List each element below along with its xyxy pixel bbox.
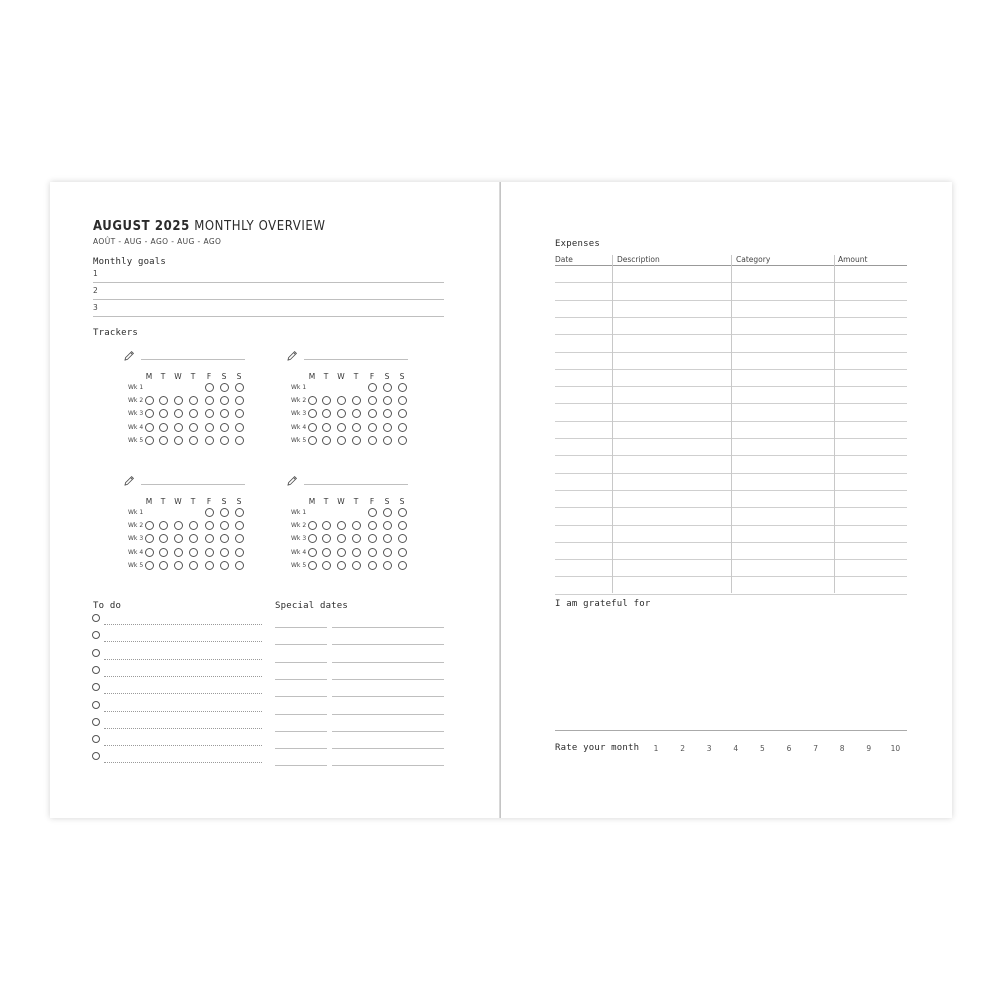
tracker-checkbox[interactable]: [205, 383, 214, 392]
tracker-checkbox[interactable]: [322, 521, 331, 530]
tracker-day-label: T: [353, 497, 359, 506]
tracker-checkbox[interactable]: [308, 423, 317, 432]
habit-tracker: [123, 470, 248, 575]
special-date-line[interactable]: [275, 748, 327, 749]
tracker-checkbox[interactable]: [368, 383, 377, 392]
habit-tracker: [123, 345, 248, 450]
tracker-checkbox[interactable]: [352, 561, 361, 570]
todo-checkbox[interactable]: [92, 614, 100, 622]
rate-option[interactable]: 10: [890, 744, 901, 753]
tracker-name-line[interactable]: [304, 484, 408, 485]
tracker-checkbox[interactable]: [189, 409, 198, 418]
tracker-checkbox[interactable]: [220, 548, 229, 557]
todo-line[interactable]: [104, 693, 262, 694]
special-date-line[interactable]: [275, 679, 327, 680]
title-month: AUGUST 2025: [93, 219, 190, 234]
pencil-icon[interactable]: [286, 347, 298, 359]
tracker-checkbox[interactable]: [220, 521, 229, 530]
tracker-checkbox[interactable]: [368, 521, 377, 530]
tracker-checkbox[interactable]: [189, 436, 198, 445]
tracker-week-label: Wk 1: [291, 509, 307, 516]
tracker-checkbox[interactable]: [205, 409, 214, 418]
tracker-checkbox[interactable]: [383, 561, 392, 570]
expenses-column-header: Amount: [838, 255, 868, 264]
todo-line[interactable]: [104, 711, 262, 712]
tracker-checkbox[interactable]: [145, 436, 154, 445]
todo-checkbox[interactable]: [92, 701, 100, 709]
special-date-description-line[interactable]: [332, 627, 444, 628]
tracker-checkbox[interactable]: [235, 508, 244, 517]
tracker-week-label: Wk 1: [291, 384, 307, 391]
tracker-checkbox[interactable]: [205, 521, 214, 530]
tracker-checkbox[interactable]: [145, 396, 154, 405]
todo-checkbox[interactable]: [92, 752, 100, 760]
tracker-checkbox[interactable]: [398, 436, 407, 445]
rate-option[interactable]: 6: [786, 744, 792, 753]
rate-option[interactable]: 5: [760, 744, 765, 753]
pencil-icon[interactable]: [123, 347, 135, 359]
rate-option[interactable]: 8: [839, 744, 845, 753]
tracker-checkbox[interactable]: [145, 548, 154, 557]
special-date-description-line[interactable]: [332, 714, 444, 715]
tracker-checkbox[interactable]: [189, 561, 198, 570]
tracker-checkbox[interactable]: [235, 548, 244, 557]
expenses-column-header: Date: [555, 255, 573, 264]
tracker-checkbox[interactable]: [337, 409, 346, 418]
tracker-checkbox[interactable]: [383, 548, 392, 557]
tracker-checkbox[interactable]: [322, 561, 331, 570]
tracker-checkbox[interactable]: [383, 383, 392, 392]
tracker-day-label: T: [160, 372, 166, 381]
special-dates-heading: Special dates: [275, 601, 349, 611]
special-date-description-line[interactable]: [332, 679, 444, 680]
tracker-checkbox[interactable]: [308, 396, 317, 405]
tracker-checkbox[interactable]: [308, 534, 317, 543]
tracker-checkbox[interactable]: [398, 423, 407, 432]
tracker-checkbox[interactable]: [220, 423, 229, 432]
tracker-checkbox[interactable]: [145, 534, 154, 543]
tracker-checkbox[interactable]: [159, 396, 168, 405]
tracker-day-label: S: [384, 372, 390, 381]
tracker-week-label: Wk 4: [291, 548, 307, 556]
special-date-description-line[interactable]: [332, 644, 444, 645]
right-page: [501, 182, 952, 818]
tracker-checkbox[interactable]: [398, 534, 407, 543]
tracker-day-label: M: [308, 372, 316, 381]
tracker-day-label: W: [174, 497, 182, 506]
tracker-week-label: Wk 5: [291, 436, 307, 444]
todo-line[interactable]: [104, 624, 262, 625]
planner-spread: [50, 182, 952, 818]
tracker-day-label: F: [206, 372, 212, 381]
tracker-checkbox[interactable]: [368, 396, 377, 405]
tracker-checkbox[interactable]: [145, 409, 154, 418]
tracker-checkbox[interactable]: [174, 409, 183, 418]
todo-line[interactable]: [104, 762, 262, 763]
tracker-checkbox[interactable]: [398, 521, 407, 530]
tracker-checkbox[interactable]: [398, 396, 407, 405]
todo-line[interactable]: [104, 728, 262, 729]
tracker-day-label: W: [337, 497, 345, 506]
tracker-checkbox[interactable]: [159, 548, 168, 557]
special-date-line[interactable]: [275, 714, 327, 715]
tracker-week-label: Wk 2: [128, 397, 144, 405]
tracker-day-label: T: [190, 497, 196, 506]
tracker-checkbox[interactable]: [235, 561, 244, 570]
tracker-week-label: Wk 2: [291, 522, 307, 530]
page-subtitle: AOÛT - AUG - AGO - AUG - AGO: [93, 237, 222, 246]
tracker-checkbox[interactable]: [220, 396, 229, 405]
tracker-checkbox[interactable]: [337, 548, 346, 557]
tracker-checkbox[interactable]: [383, 436, 392, 445]
tracker-checkbox[interactable]: [159, 409, 168, 418]
todo-checkbox[interactable]: [92, 735, 100, 743]
rate-option[interactable]: 2: [680, 744, 685, 753]
tracker-checkbox[interactable]: [368, 548, 377, 557]
expenses-column-divider: [731, 255, 732, 593]
special-date-line[interactable]: [275, 731, 327, 732]
tracker-day-label: M: [145, 497, 153, 506]
tracker-checkbox[interactable]: [352, 534, 361, 543]
tracker-checkbox[interactable]: [189, 534, 198, 543]
tracker-week-label: Wk 3: [291, 535, 307, 543]
habit-tracker: [286, 470, 411, 575]
expenses-heading: Expenses: [555, 239, 600, 249]
special-date-description-line[interactable]: [332, 748, 444, 749]
tracker-day-label: S: [236, 497, 242, 506]
special-date-line[interactable]: [275, 696, 327, 697]
tracker-checkbox[interactable]: [235, 383, 244, 392]
special-date-description-line[interactable]: [332, 696, 444, 697]
tracker-checkbox[interactable]: [322, 534, 331, 543]
tracker-day-label: T: [190, 372, 196, 381]
special-date-description-line[interactable]: [332, 662, 444, 663]
tracker-checkbox[interactable]: [322, 409, 331, 418]
todo-checkbox[interactable]: [92, 683, 100, 691]
tracker-checkbox[interactable]: [159, 521, 168, 530]
todo-line[interactable]: [104, 641, 262, 642]
tracker-checkbox[interactable]: [368, 409, 377, 418]
tracker-day-label: S: [236, 372, 242, 381]
tracker-checkbox[interactable]: [352, 548, 361, 557]
tracker-checkbox[interactable]: [322, 548, 331, 557]
tracker-checkbox[interactable]: [205, 548, 214, 557]
tracker-week-label: Wk 1: [128, 384, 144, 391]
tracker-day-label: T: [353, 372, 359, 381]
tracker-day-label: T: [160, 497, 166, 506]
expenses-column-header: Description: [617, 255, 660, 264]
left-page: [50, 182, 500, 818]
tracker-day-label: S: [384, 497, 390, 506]
tracker-checkbox[interactable]: [189, 548, 198, 557]
tracker-checkbox[interactable]: [337, 561, 346, 570]
tracker-checkbox[interactable]: [189, 396, 198, 405]
tracker-checkbox[interactable]: [220, 383, 229, 392]
tracker-week-label: Wk 3: [128, 410, 144, 418]
tracker-day-label: T: [323, 372, 329, 381]
tracker-checkbox[interactable]: [368, 423, 377, 432]
tracker-checkbox[interactable]: [205, 534, 214, 543]
tracker-day-label: S: [221, 372, 227, 381]
tracker-day-label: W: [174, 372, 182, 381]
tracker-checkbox[interactable]: [174, 521, 183, 530]
page-title: [93, 219, 326, 234]
tracker-checkbox[interactable]: [189, 521, 198, 530]
rate-option[interactable]: 9: [866, 744, 872, 753]
tracker-checkbox[interactable]: [220, 561, 229, 570]
todo-checkbox[interactable]: [92, 718, 100, 726]
tracker-checkbox[interactable]: [235, 409, 244, 418]
tracker-day-label: F: [369, 372, 375, 381]
tracker-checkbox[interactable]: [235, 436, 244, 445]
tracker-checkbox[interactable]: [337, 534, 346, 543]
rate-month-label: Rate your month: [555, 743, 640, 753]
expenses-column-divider: [612, 255, 613, 593]
pencil-icon[interactable]: [286, 472, 298, 484]
tracker-checkbox[interactable]: [174, 436, 183, 445]
tracker-checkbox[interactable]: [205, 508, 214, 517]
tracker-checkbox[interactable]: [383, 508, 392, 517]
goal-line[interactable]: [93, 316, 444, 317]
special-date-description-line[interactable]: [332, 765, 444, 766]
tracker-checkbox[interactable]: [145, 423, 154, 432]
tracker-day-label: S: [399, 497, 405, 506]
tracker-week-label: Wk 5: [128, 561, 144, 569]
tracker-checkbox[interactable]: [220, 436, 229, 445]
goal-number: 3: [93, 303, 98, 312]
tracker-day-label: W: [337, 372, 345, 381]
tracker-checkbox[interactable]: [398, 383, 407, 392]
rate-option[interactable]: 4: [733, 744, 739, 753]
todo-checkbox[interactable]: [92, 666, 100, 674]
tracker-checkbox[interactable]: [322, 423, 331, 432]
tracker-checkbox[interactable]: [235, 521, 244, 530]
tracker-checkbox[interactable]: [145, 521, 154, 530]
title-overview: MONTHLY OVERVIEW: [189, 219, 326, 234]
tracker-checkbox[interactable]: [174, 534, 183, 543]
tracker-checkbox[interactable]: [308, 561, 317, 570]
tracker-name-line[interactable]: [304, 359, 408, 360]
tracker-checkbox[interactable]: [235, 534, 244, 543]
rate-option[interactable]: 3: [706, 744, 712, 753]
tracker-checkbox[interactable]: [322, 396, 331, 405]
tracker-checkbox[interactable]: [398, 508, 407, 517]
tracker-checkbox[interactable]: [337, 423, 346, 432]
special-date-line[interactable]: [275, 627, 327, 628]
pencil-icon[interactable]: [123, 472, 135, 484]
todo-line[interactable]: [104, 745, 262, 746]
tracker-checkbox[interactable]: [398, 561, 407, 570]
tracker-checkbox[interactable]: [145, 561, 154, 570]
tracker-name-line[interactable]: [141, 359, 245, 360]
tracker-checkbox[interactable]: [159, 561, 168, 570]
tracker-week-label: Wk 3: [291, 410, 307, 418]
tracker-checkbox[interactable]: [337, 436, 346, 445]
tracker-checkbox[interactable]: [398, 548, 407, 557]
tracker-week-label: Wk 2: [128, 522, 144, 530]
tracker-checkbox[interactable]: [352, 521, 361, 530]
tracker-checkbox[interactable]: [308, 409, 317, 418]
expenses-column-divider: [834, 255, 835, 593]
tracker-checkbox[interactable]: [174, 396, 183, 405]
tracker-checkbox[interactable]: [220, 508, 229, 517]
rate-option[interactable]: 7: [813, 744, 818, 753]
tracker-checkbox[interactable]: [368, 508, 377, 517]
tracker-checkbox[interactable]: [368, 436, 377, 445]
tracker-checkbox[interactable]: [159, 436, 168, 445]
goal-line[interactable]: [93, 299, 444, 300]
grateful-heading: I am grateful for: [555, 599, 651, 609]
goal-number: 2: [93, 286, 98, 295]
tracker-week-label: Wk 5: [128, 436, 144, 444]
tracker-checkbox[interactable]: [174, 423, 183, 432]
trackers-heading: Trackers: [93, 328, 138, 338]
tracker-checkbox[interactable]: [368, 534, 377, 543]
tracker-checkbox[interactable]: [174, 548, 183, 557]
tracker-day-label: M: [308, 497, 316, 506]
rate-option[interactable]: 1: [653, 744, 659, 753]
tracker-day-label: S: [221, 497, 227, 506]
tracker-name-line[interactable]: [141, 484, 245, 485]
tracker-checkbox[interactable]: [159, 534, 168, 543]
tracker-checkbox[interactable]: [352, 396, 361, 405]
tracker-week-label: Wk 4: [291, 423, 307, 431]
tracker-checkbox[interactable]: [383, 534, 392, 543]
tracker-checkbox[interactable]: [352, 423, 361, 432]
tracker-week-label: Wk 4: [128, 548, 144, 556]
tracker-checkbox[interactable]: [205, 423, 214, 432]
todo-line[interactable]: [104, 659, 262, 660]
tracker-checkbox[interactable]: [308, 521, 317, 530]
tracker-week-label: Wk 2: [291, 397, 307, 405]
tracker-week-label: Wk 4: [128, 423, 144, 431]
special-date-line[interactable]: [275, 662, 327, 663]
tracker-checkbox[interactable]: [352, 409, 361, 418]
todo-heading: To do: [93, 601, 122, 611]
tracker-checkbox[interactable]: [383, 396, 392, 405]
tracker-day-label: S: [399, 372, 405, 381]
tracker-checkbox[interactable]: [352, 436, 361, 445]
tracker-checkbox[interactable]: [235, 396, 244, 405]
tracker-checkbox[interactable]: [189, 423, 198, 432]
tracker-checkbox[interactable]: [322, 436, 331, 445]
tracker-checkbox[interactable]: [220, 534, 229, 543]
todo-checkbox[interactable]: [92, 631, 100, 639]
tracker-day-label: M: [145, 372, 153, 381]
tracker-week-label: Wk 5: [291, 561, 307, 569]
tracker-checkbox[interactable]: [398, 409, 407, 418]
goal-line[interactable]: [93, 282, 444, 283]
tracker-checkbox[interactable]: [159, 423, 168, 432]
tracker-day-label: T: [323, 497, 329, 506]
tracker-checkbox[interactable]: [368, 561, 377, 570]
tracker-day-label: F: [206, 497, 212, 506]
tracker-checkbox[interactable]: [337, 396, 346, 405]
special-date-line[interactable]: [275, 765, 327, 766]
tracker-week-label: Wk 1: [128, 509, 144, 516]
todo-line[interactable]: [104, 676, 262, 677]
tracker-checkbox[interactable]: [205, 436, 214, 445]
tracker-checkbox[interactable]: [383, 423, 392, 432]
tracker-week-label: Wk 3: [128, 535, 144, 543]
tracker-checkbox[interactable]: [174, 561, 183, 570]
grateful-bottom-line: [555, 730, 907, 731]
monthly-goals-heading: Monthly goals: [93, 257, 167, 267]
tracker-checkbox[interactable]: [205, 561, 214, 570]
habit-tracker: [286, 345, 411, 450]
tracker-checkbox[interactable]: [308, 436, 317, 445]
expenses-column-header: Category: [736, 255, 771, 264]
special-date-description-line[interactable]: [332, 731, 444, 732]
expenses-row-line[interactable]: [555, 594, 907, 595]
tracker-checkbox[interactable]: [220, 409, 229, 418]
tracker-checkbox[interactable]: [383, 521, 392, 530]
tracker-checkbox[interactable]: [205, 396, 214, 405]
goal-number: 1: [93, 269, 98, 278]
tracker-checkbox[interactable]: [337, 521, 346, 530]
special-date-line[interactable]: [275, 644, 327, 645]
todo-checkbox[interactable]: [92, 649, 100, 657]
tracker-checkbox[interactable]: [235, 423, 244, 432]
tracker-day-label: F: [369, 497, 375, 506]
tracker-checkbox[interactable]: [383, 409, 392, 418]
tracker-checkbox[interactable]: [308, 548, 317, 557]
